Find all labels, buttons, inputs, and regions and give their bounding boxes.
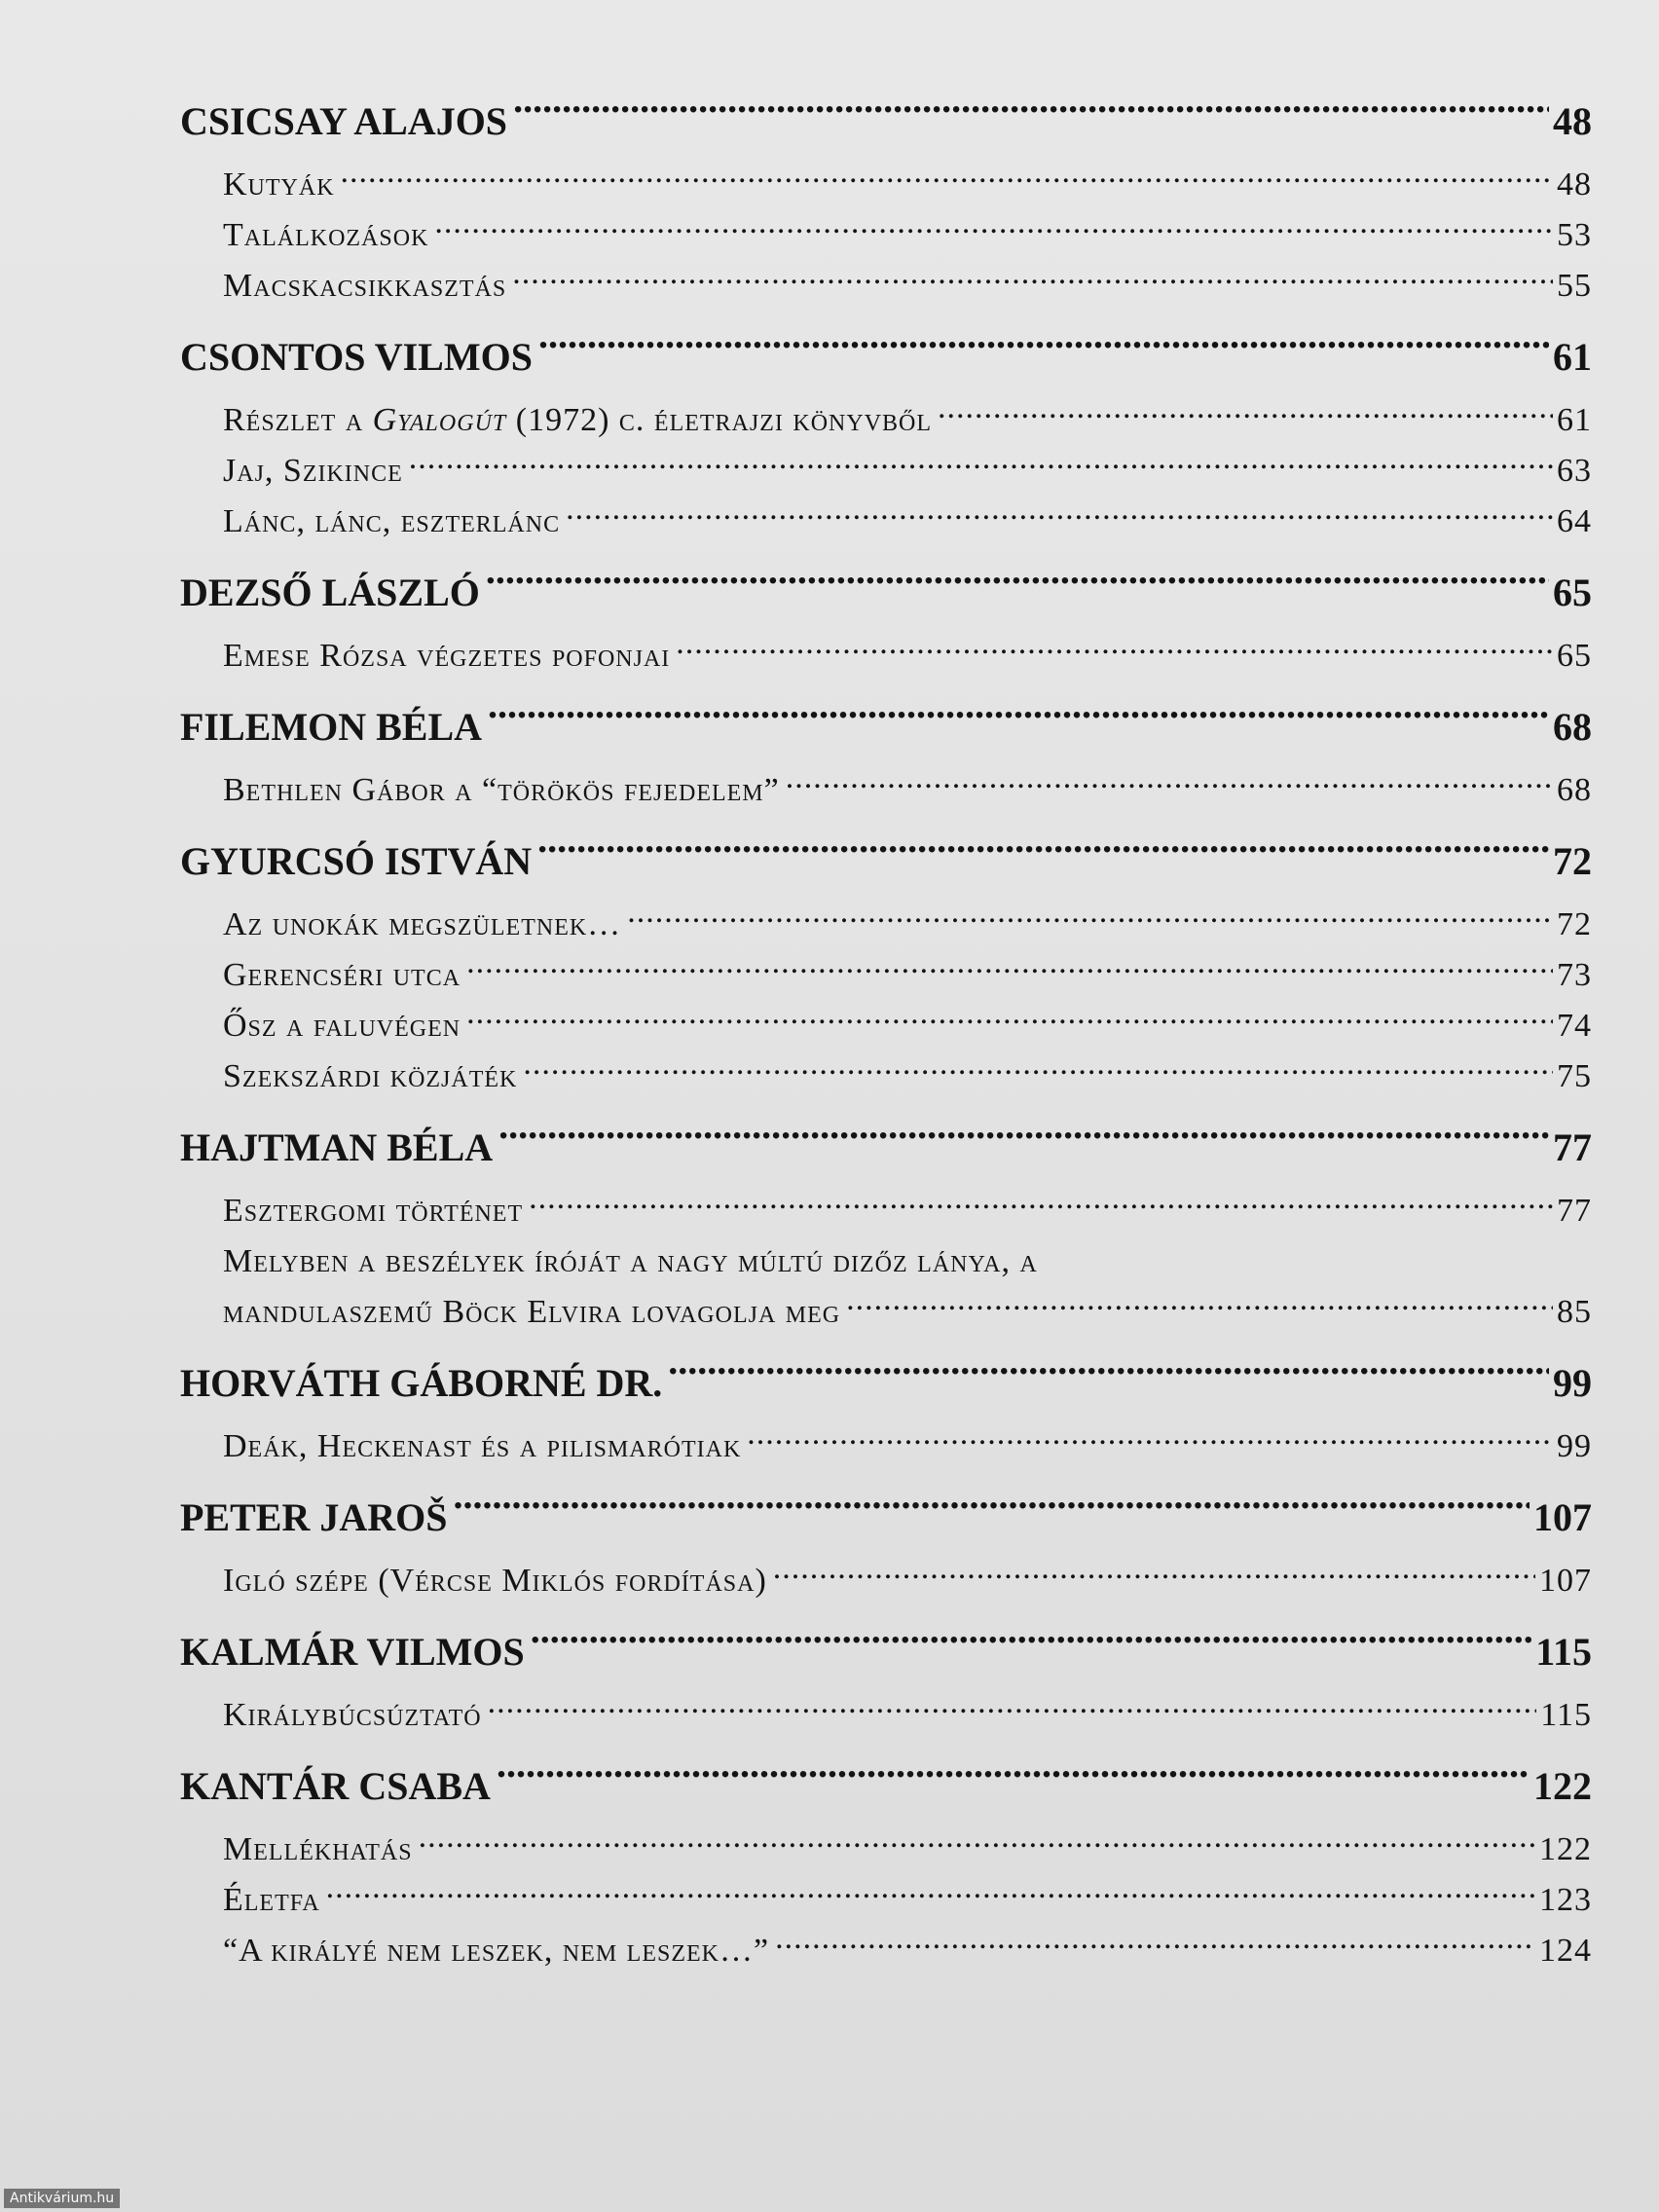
- author-name: CSONTOS VILMOS: [180, 335, 533, 379]
- entry-title: Találkozások: [223, 217, 429, 253]
- author-name: CSICSAY ALAJOS: [180, 99, 508, 143]
- toc-entry: [180, 631, 1592, 682]
- dot-leader: [454, 1492, 1530, 1530]
- toc-entry: [180, 900, 1592, 950]
- page-number: 72: [1553, 839, 1592, 883]
- entry-title-suffix: (1972) c. életrajzi könyvből: [506, 402, 933, 438]
- entry-title: mandulaszemű Böck Elvira lovagolja meg: [223, 1294, 841, 1330]
- page-number: 107: [1533, 1495, 1592, 1539]
- toc-section: [180, 84, 1592, 312]
- entry-title-prefix: Részlet a: [223, 402, 373, 438]
- page-number: 115: [1535, 1630, 1592, 1674]
- entry-title: Macskacsikkasztás: [223, 268, 507, 304]
- author-name: KALMÁR VILMOS: [180, 1630, 525, 1674]
- dot-leader: [466, 952, 1553, 985]
- dot-leader: [434, 212, 1553, 245]
- page-number: 77: [1553, 1125, 1592, 1169]
- author-name: GYURCSÓ ISTVÁN: [180, 839, 533, 883]
- entry-title-italic: Gyalogút: [372, 402, 507, 438]
- toc-section: [180, 1749, 1592, 1976]
- page-number: 68: [1557, 772, 1592, 808]
- dot-leader: [627, 902, 1553, 935]
- author-name: HORVÁTH GÁBORNÉ DR.: [180, 1361, 663, 1405]
- dot-leader: [486, 567, 1549, 606]
- toc-entry: [180, 446, 1592, 497]
- dot-leader: [938, 397, 1553, 430]
- page-number: 85: [1557, 1294, 1592, 1330]
- entry-title: Királybúcsúztató: [223, 1697, 482, 1733]
- author-heading: [180, 1110, 1592, 1186]
- toc-section: [180, 824, 1592, 1102]
- toc-entry: [180, 1926, 1592, 1976]
- toc-section: [180, 555, 1592, 682]
- toc-entry: [180, 1690, 1592, 1741]
- toc-section: [180, 319, 1592, 547]
- entry-title: Gerencséri utca: [223, 957, 461, 993]
- author-name: PETER JAROŠ: [180, 1495, 448, 1539]
- page-number: 61: [1553, 335, 1592, 379]
- dot-leader: [409, 448, 1553, 481]
- page-number: 72: [1557, 906, 1592, 942]
- toc-entry: [180, 497, 1592, 547]
- toc-entry-line-1: [180, 1236, 1592, 1287]
- page-number: 75: [1557, 1058, 1592, 1094]
- dot-leader: [846, 1289, 1553, 1322]
- entry-title: Az unokák megszületnek…: [223, 906, 622, 942]
- dot-leader: [498, 1122, 1549, 1161]
- toc-entry: [180, 395, 1592, 446]
- toc-entry: [180, 1186, 1592, 1236]
- dot-leader: [488, 701, 1549, 740]
- author-heading: [180, 1480, 1592, 1556]
- toc-entry: [180, 210, 1592, 261]
- dot-leader: [538, 331, 1549, 370]
- toc-entry: [180, 160, 1592, 210]
- dot-leader: [566, 498, 1553, 532]
- author-heading: [180, 689, 1592, 765]
- page-number: 63: [1557, 453, 1592, 489]
- page-number: 124: [1539, 1933, 1592, 1969]
- entry-title: Deák, Heckenast és a pilismarótiak: [223, 1428, 742, 1464]
- page-number: 115: [1540, 1697, 1592, 1733]
- dot-leader: [531, 1626, 1531, 1665]
- page-number: 74: [1557, 1008, 1592, 1044]
- entry-title: Kutyák: [223, 166, 335, 203]
- entry-title: Lánc, lánc, eszterlánc: [223, 503, 561, 539]
- dot-leader: [512, 263, 1553, 296]
- dot-leader: [466, 1003, 1553, 1036]
- entry-title: Bethlen Gábor a “törökös fejedelem”: [223, 772, 780, 808]
- author-heading: [180, 84, 1592, 160]
- page-number: 64: [1557, 503, 1592, 539]
- dot-leader: [497, 1760, 1530, 1799]
- entry-title: Életfa: [223, 1882, 320, 1918]
- dot-leader: [488, 1692, 1537, 1725]
- entry-title: Szekszárdi közjáték: [223, 1058, 518, 1094]
- entry-title: “A királyé nem leszek, nem leszek…”: [223, 1933, 770, 1969]
- author-heading: [180, 555, 1592, 631]
- watermark: Antikvárium.hu: [4, 2189, 120, 2208]
- page-number: 65: [1557, 638, 1592, 674]
- dot-leader: [529, 1188, 1553, 1221]
- dot-leader: [523, 1053, 1553, 1087]
- entry-title: Ősz a faluvégen: [223, 1008, 461, 1044]
- page-number: 99: [1557, 1428, 1592, 1464]
- toc-section: [180, 1614, 1592, 1741]
- author-name: FILEMON BÉLA: [180, 705, 483, 749]
- toc-section: [180, 689, 1592, 816]
- toc-entry: [180, 1556, 1592, 1606]
- author-heading: [180, 319, 1592, 395]
- page-number: 61: [1557, 402, 1592, 438]
- entry-title: Esztergomi történet: [223, 1193, 524, 1229]
- author-name: HAJTMAN BÉLA: [180, 1125, 494, 1169]
- page-number: 123: [1539, 1882, 1592, 1918]
- toc-entry: [180, 950, 1592, 1001]
- page-number: 55: [1557, 268, 1592, 304]
- dot-leader: [341, 162, 1553, 195]
- toc-entry: [180, 1287, 1592, 1338]
- dot-leader: [326, 1877, 1535, 1910]
- page-number: 107: [1539, 1563, 1592, 1599]
- dot-leader: [773, 1558, 1535, 1591]
- page-number: 68: [1553, 705, 1592, 749]
- author-heading: [180, 824, 1592, 900]
- page-number: 122: [1533, 1764, 1592, 1808]
- entry-title: Mellékhatás: [223, 1831, 413, 1867]
- page-number: 53: [1557, 217, 1592, 253]
- toc-section: [180, 1110, 1592, 1338]
- author-heading: [180, 1749, 1592, 1825]
- author-name: DEZSŐ LÁSZLÓ: [180, 571, 480, 614]
- table-of-contents: [180, 76, 1592, 1976]
- dot-leader: [419, 1826, 1535, 1860]
- dot-leader: [676, 633, 1553, 666]
- author-heading: [180, 1614, 1592, 1690]
- entry-title: [223, 395, 932, 446]
- page-number: 122: [1539, 1831, 1592, 1867]
- toc-entry: [180, 1051, 1592, 1102]
- page-number: 77: [1557, 1193, 1592, 1229]
- toc-entry: [180, 1001, 1592, 1051]
- toc-entry: [180, 261, 1592, 312]
- dot-leader: [537, 835, 1549, 874]
- dot-leader: [668, 1357, 1549, 1396]
- entry-title: Emese Rózsa végzetes pofonjai: [223, 638, 671, 674]
- toc-section: [180, 1346, 1592, 1472]
- entry-title-line-1: Melyben a beszélyek íróját a nagy múltú dizőz lánya, a: [223, 1243, 1038, 1279]
- dot-leader: [786, 767, 1553, 800]
- dot-leader: [513, 95, 1549, 134]
- author-heading: [180, 1346, 1592, 1421]
- author-name: KANTÁR CSABA: [180, 1764, 491, 1808]
- page-number: 73: [1557, 957, 1592, 993]
- entry-title: Igló szépe (Vércse Miklós fordítása): [223, 1563, 767, 1599]
- page-number: 99: [1553, 1361, 1592, 1405]
- toc-entry: [180, 1825, 1592, 1875]
- dot-leader: [775, 1928, 1535, 1961]
- toc-section: [180, 1480, 1592, 1606]
- toc-entry: [180, 1421, 1592, 1472]
- page-number: 65: [1553, 571, 1592, 614]
- toc-entry: [180, 765, 1592, 816]
- entry-title: Jaj, Szikince: [223, 453, 403, 489]
- dot-leader: [747, 1423, 1553, 1456]
- page-number: 48: [1557, 166, 1592, 203]
- toc-entry: [180, 1875, 1592, 1926]
- page-number: 48: [1553, 99, 1592, 143]
